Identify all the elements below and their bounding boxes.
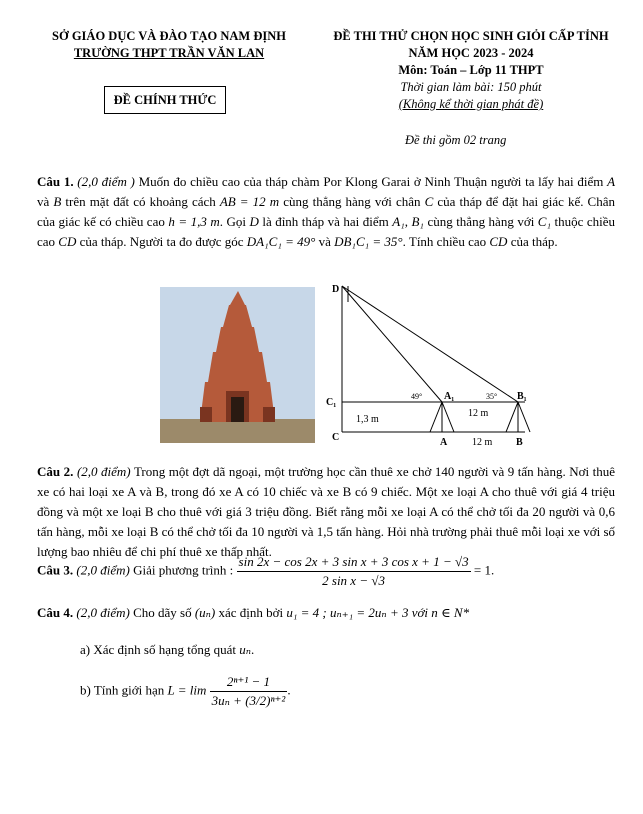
q2-points: (2,0 điểm) bbox=[76, 464, 131, 479]
question-3 bbox=[37, 553, 615, 590]
exam-time: Thời gian làm bài: 150 phút bbox=[400, 80, 542, 94]
q4-points: (2,0 điểm) bbox=[76, 605, 130, 620]
header-left bbox=[34, 28, 304, 62]
q1-text: cùng thẳng hàng với chân bbox=[279, 194, 425, 209]
q4b-limit: L = lim bbox=[167, 682, 207, 698]
q1-var: B₁ bbox=[411, 214, 424, 229]
exam-title: ĐỀ THI THỬ CHỌN HỌC SINH GIỎI CẤP TỈNH bbox=[333, 29, 609, 43]
q1-var: A₁ bbox=[392, 214, 405, 229]
q4b-numerator: 2ⁿ⁺¹ − 1 bbox=[210, 673, 288, 692]
q1-angle: DB₁C₁ = 35° bbox=[334, 234, 403, 249]
q4a-term: uₙ bbox=[239, 642, 251, 657]
q1-angle: DA₁C₁ = 49° bbox=[246, 234, 316, 249]
q1-text: là đỉnh tháp và hai điểm bbox=[258, 214, 393, 229]
sight-line-b bbox=[342, 286, 518, 402]
sight-line-a bbox=[342, 286, 442, 402]
q1-points: (2,0 điểm ) bbox=[77, 174, 135, 189]
q1-text: cùng thẳng hàng với bbox=[423, 214, 538, 229]
label-b: B bbox=[516, 437, 523, 448]
q4-text: xác định bởi bbox=[215, 605, 287, 620]
q1-var: D bbox=[249, 214, 259, 229]
q3-denominator: 2 sin x − √3 bbox=[322, 573, 385, 588]
exam-time-note: (Không kể thời gian phát đề) bbox=[398, 97, 544, 111]
q1-var: A bbox=[607, 174, 616, 189]
question-2 bbox=[37, 462, 615, 562]
label-b1: B₁ bbox=[517, 391, 527, 402]
q3-numerator: sin 2x − cos 2x + 3 sin x + 3 cos x + 1 − √3 bbox=[237, 553, 471, 572]
q4-sequence: (uₙ) bbox=[194, 605, 216, 620]
q3-fraction bbox=[237, 553, 471, 590]
q1-text: và bbox=[37, 194, 54, 209]
page-count: Đề thi gồm 02 trang bbox=[405, 133, 507, 147]
q4a-end: . bbox=[251, 642, 255, 657]
label-c: C bbox=[332, 432, 340, 443]
q1-math: h = 1,3 m bbox=[168, 214, 220, 229]
question-1 bbox=[37, 172, 615, 252]
height-label: 1,3 m bbox=[356, 414, 379, 425]
q1-text: . Gọi bbox=[219, 214, 250, 229]
q3-text: Giải phương trình : bbox=[129, 562, 237, 578]
tripod-b-left bbox=[506, 402, 518, 432]
q3-label: Câu 3. bbox=[37, 562, 74, 578]
q1-var: CD bbox=[58, 234, 77, 249]
label-c1: C₁ bbox=[326, 397, 337, 408]
q4b-denominator: 3uₙ + (3/2)ⁿ⁺² bbox=[211, 693, 286, 708]
q4b-fraction bbox=[210, 673, 291, 710]
angle-b-label: 35° bbox=[486, 392, 498, 401]
question-4a bbox=[80, 640, 610, 660]
subject: Môn: Toán – Lớp 11 THPT bbox=[398, 63, 544, 77]
q4-definition: u₁ = 4 ; uₙ₊₁ = 2uₙ + 3 với n ∈ N* bbox=[286, 605, 470, 620]
label-a: A bbox=[440, 437, 448, 448]
q2-label: Câu 2. bbox=[37, 464, 74, 479]
label-d: D bbox=[332, 284, 340, 295]
tripod-a-left bbox=[430, 402, 442, 432]
label-a1: A₁ bbox=[444, 391, 455, 402]
q1-var: C bbox=[424, 194, 434, 209]
q1-label: Câu 1. bbox=[37, 174, 74, 189]
q1-var: CD bbox=[489, 234, 508, 249]
q4-text: Cho dãy số bbox=[129, 605, 195, 620]
photo-ground bbox=[160, 419, 315, 443]
q4a-text: a) Xác định số hạng tổng quát bbox=[80, 642, 240, 657]
q1-text: trên mặt đất có khoảng cách bbox=[61, 194, 220, 209]
q1-text: thuộc chiều cao bbox=[37, 214, 616, 249]
q1-text: và bbox=[315, 234, 335, 249]
q4-label: Câu 4. bbox=[37, 605, 74, 620]
question-4b bbox=[80, 673, 610, 710]
q1-text: của tháp để đặt hai giác kế. Chân của giác kế có chiều cao bbox=[37, 194, 615, 229]
tripod-a-right bbox=[442, 402, 454, 432]
q2-text: Trong một đợt dã ngoại, một trường học cần thuê xe chở 140 người và 9 tấn hàng. Nơi thuê xe có hai loại xe A và B, trong đó xe A có 10 chiếc và xe B có 9 chiếc. Một xe loại A cho thuê với giá 4 triệu đồng và một xe loại B cho thuê với giá 3 triệu đồng. Biết rằng mỗi xe loại A có thể chở tối đa 20 người và 0,6 tấn hàng, mỗi xe loại B có thể chở tối đa 10 người và 1,5 tấn hàng. Hỏi nhà trường phải thuê mỗi loại xe với số lượng bao nhiêu để chi phí thuê xe thấp nhất. bbox=[37, 464, 616, 559]
question-4 bbox=[37, 603, 615, 623]
q1-text: của tháp. Người ta đo được góc bbox=[76, 234, 247, 249]
q1-text: . Tính chiều cao bbox=[402, 234, 490, 249]
q3-rhs: = 1. bbox=[470, 562, 495, 578]
q1-math: AB = 12 m bbox=[219, 194, 280, 209]
q4b-end: . bbox=[287, 682, 291, 698]
school-name: TRƯỜNG THPT TRẦN VĂN LAN bbox=[73, 46, 265, 60]
q1-var: C₁ bbox=[537, 214, 551, 229]
q1-var: B bbox=[53, 194, 62, 209]
q1-text: của tháp. bbox=[507, 234, 558, 249]
tower-photo bbox=[160, 287, 315, 443]
geometry-diagram bbox=[320, 282, 550, 452]
distance-bottom-label: 12 m bbox=[472, 437, 493, 448]
tripod-b-right bbox=[518, 402, 530, 432]
angle-a-label: 49° bbox=[411, 392, 423, 401]
school-year: NĂM HỌC 2023 - 2024 bbox=[408, 46, 534, 60]
q1-text: Muốn đo chiều cao của tháp chàm Por Klong Garai ở Ninh Thuận người ta lấy hai điểm bbox=[134, 174, 608, 189]
q4b-text: b) Tính giới hạn bbox=[80, 682, 168, 698]
distance-top-label: 12 m bbox=[468, 408, 489, 419]
q1-text: , bbox=[404, 214, 412, 229]
official-badge: ĐỀ CHÍNH THỨC bbox=[104, 86, 226, 114]
q3-points: (2,0 điểm) bbox=[76, 562, 130, 578]
department-name: SỞ GIÁO DỤC VÀ ĐÀO TẠO NAM ĐỊNH bbox=[52, 29, 286, 43]
header-right bbox=[315, 28, 627, 113]
